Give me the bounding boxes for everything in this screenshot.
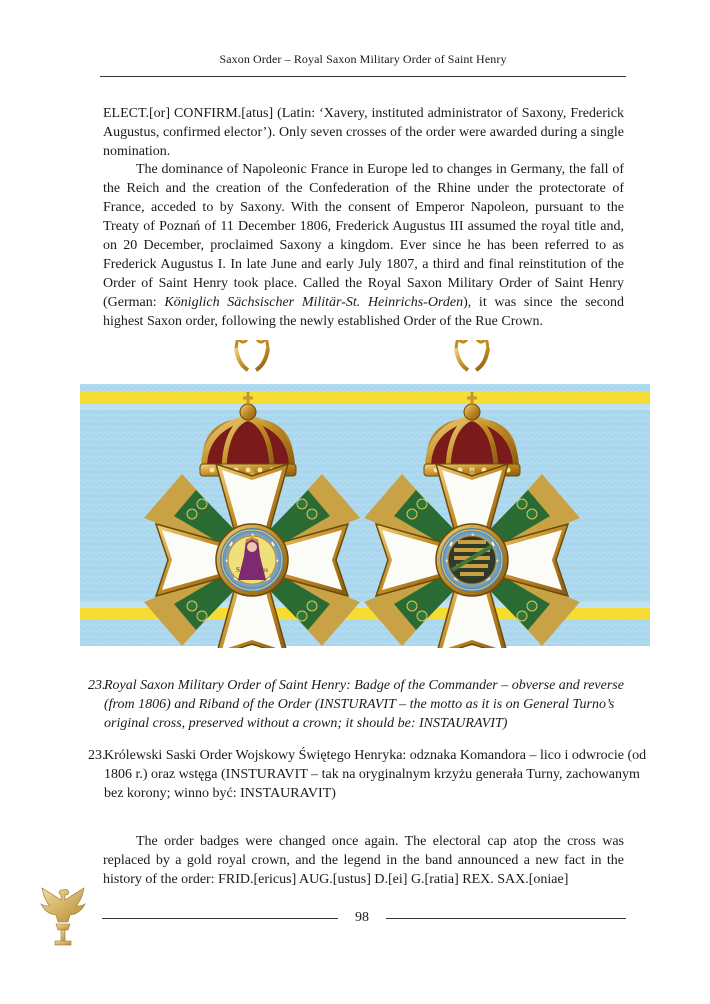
paragraph-2-german-title: Königlich Sächsischer Militär-St. Heinrichs-Orden [164,295,464,310]
paragraph-2 [103,160,624,331]
obverse-initial: S [236,566,240,574]
caption-polish-text: Królewski Saski Order Wojskowy Świętego Henryka: odznaka Komandora – lico i odwrocie (od 1806 r.) oraz wstęga (INSTURAVIT – tak na oryginalnym krzyżu generała Turny, zachowanym bez korony; winno być: INSTAURAVIT) [104,748,647,801]
order-photo [80,340,650,648]
caption-english-number: 23. [88,678,106,693]
obverse-ring-icon [236,340,268,370]
caption-english [88,676,648,733]
paragraph-2-text-end: ), it was since the second highest Saxon order, following the newly established Order of the Rue Crown. [103,295,624,329]
reverse-ring-icon [456,340,488,370]
obverse-year: 1736 [258,569,268,574]
reverse-cross-icon [364,464,580,648]
footer-rule-right [386,918,626,919]
page-number: 98 [355,910,369,925]
caption-polish-number: 23. [88,748,106,763]
riband-upper-yellow-stripe [80,392,650,404]
paragraph-1: ELECT.[or] CONFIRM.[atus] (Latin: ‘Xavery, instituted administrator of Saxony, Frederick Augustus, confirmed elector’). Only seven crosses of the order were awarded during a single nomination. [103,106,624,159]
caption-english-text: Royal Saxon Military Order of Saint Henry: Badge of the Commander – obverse and reverse (from 1806) and Riband of the Order (INSTURAVIT – the motto as it is on General Turno’s original cross, preserved without a crown; it should be: INSTAURAVIT) [104,678,624,731]
caption-polish [88,746,648,803]
obverse-cross-icon [144,464,360,648]
paragraph-3: The order badges were changed once again. The electoral cap atop the cross was replaced by a gold royal crown, and the legend in the band announced a new fact in the history of the order: FRID.[ericus] AUG.[ustus] D.[ei] G.[ratia] REX. SAX.[oniae] [103,834,624,887]
eagle-icon [38,884,88,948]
order-photo-plate [80,340,650,648]
paragraph-2-text: The dominance of Napoleonic France in Europe led to changes in Germany, the fall of the Reich and the creation of the Confederation of the Rhine under the protectorate of France, acceded to by Saxony. With the consent of Emperor Napoleon, pursuant to the Treaty of Poznań of 11 December 1806, Frederick Augustus III assumed the royal title and, on 20 December, proclaimed Saxony a kingdom. Ever since he has been referred to as Frederick Augustus I. In late June and early July 1807, a third and final reinstitution of the Order of Saint Henry took place. Called the Royal Saxon Military Order of Saint Henry (German: [103,162,624,310]
header-rule [100,76,626,77]
running-header: Saxon Order – Royal Saxon Military Order of Saint Henry [219,52,507,66]
footer-rule-left [102,918,338,919]
